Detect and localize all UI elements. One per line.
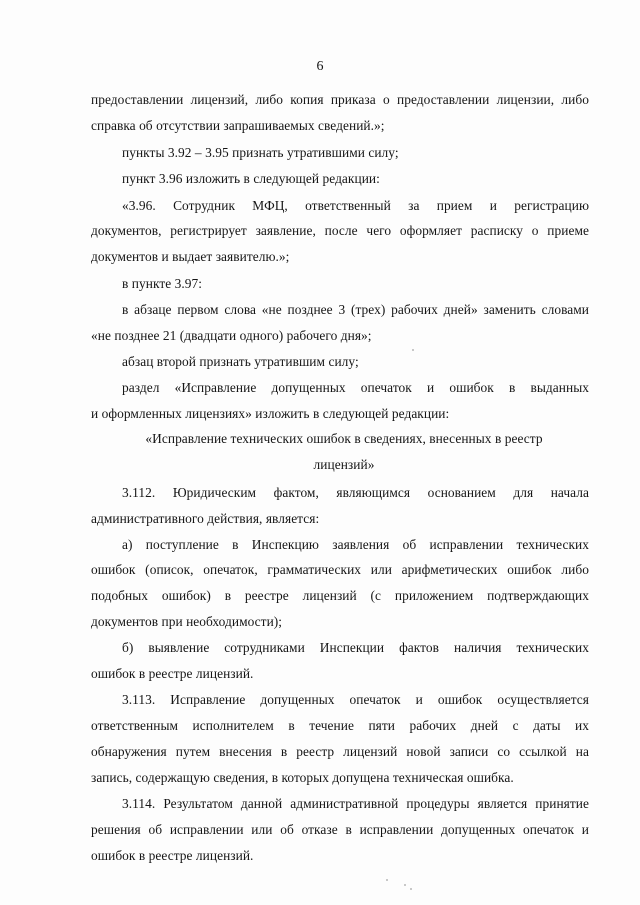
text-line: «3.96. Сотрудник МФЦ, ответственный за прием и регистрацию [122,198,589,213]
text-line: 3.113. Исправление допущенных опечаток и ошибок осуществляется [122,692,589,707]
text-line: ошибок в реестре лицензий. [91,666,254,681]
text-line: запись, содержащую сведения, в которых допущена техническая ошибка. [91,770,514,785]
text-line: документов, регистрирует заявление, после чего оформляет расписку о приеме [91,223,589,238]
text-line: пункты 3.92 – 3.95 признать утратившими силу; [122,145,399,160]
text-line: подобных ошибок) в реестре лицензий (с приложением подтверждающих [91,588,589,603]
page-number: 6 [316,59,324,74]
scan-speck [410,888,412,890]
text-line: ошибок (описок, опечаток, грамматических или арифметических ошибок либо [91,562,589,577]
text-line: в пункте 3.97: [122,276,203,291]
scan-speck [412,349,414,351]
text-line: и оформленных лицензиях» изложить в следующей редакции: [91,406,450,421]
scan-speck [404,884,406,886]
text-line: документов при необходимости); [91,614,283,629]
text-line: решения об исправлении или об отказе в исправлении допущенных опечаток и [91,822,589,837]
text-line: справка об отсутствии запрашиваемых сведений.»; [91,118,385,133]
text-line: в абзаце первом слова «не позднее 3 (трех) рабочих дней» заменить словами [122,302,589,317]
scan-speck [386,879,388,881]
text-line: ошибок в реестре лицензий. [91,848,254,863]
text-line: б) выявление сотрудниками Инспекции фактов наличия технических [122,640,589,655]
text-line: предоставлении лицензий, либо копия приказа о предоставлении лицензии, либо [91,92,589,107]
text-line: абзац второй признать утратившим силу; [122,354,359,369]
section-heading: «Исправление технических ошибок в сведениях, внесенных в реестр [145,431,543,446]
text-line: 3.114. Результатом данной административной процедуры является принятие [122,796,589,811]
text-line: 3.112. Юридическим фактом, являющимся основанием для начала [122,485,589,500]
text-line: обнаружения путем внесения в реестр лицензий новой записи со ссылкой на [91,744,589,759]
text-line: раздел «Исправление допущенных опечаток и ошибок в выданных [122,380,589,395]
text-line: «не позднее 21 (двадцати одного) рабочего дня»; [91,328,372,343]
text-line: административного действия, является: [91,511,320,526]
text-line: ответственным исполнителем в течение пяти рабочих дней с даты их [91,718,589,733]
text-line: документов и выдает заявителю.»; [91,249,290,264]
text-line: а) поступление в Инспекцию заявления об исправлении технических [122,537,589,552]
section-heading: лицензий» [313,457,375,472]
text-line: пункт 3.96 изложить в следующей редакции: [122,171,380,186]
